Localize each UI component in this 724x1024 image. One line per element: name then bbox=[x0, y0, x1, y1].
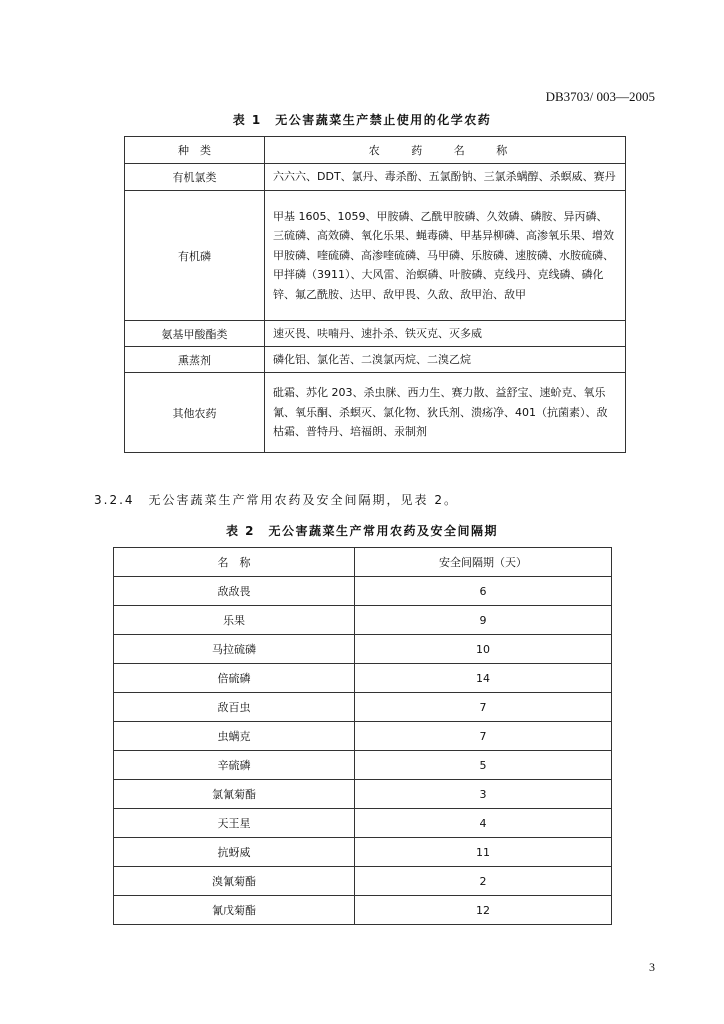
name-cell: 氰戊菊酯 bbox=[114, 896, 355, 925]
name-cell: 倍硫磷 bbox=[114, 664, 355, 693]
name-cell: 敌百虫 bbox=[114, 693, 355, 722]
table-header-row bbox=[125, 137, 626, 164]
category-cell: 有机氯类 bbox=[125, 164, 265, 191]
pesticides-cell: 砒霜、苏化 203、杀虫脒、西力生、赛力散、益舒宝、速蚧克、氧乐氰、氧乐酮、杀螟灭、氯化物、狄氏剂、溃疡净、401（抗菌素）、敌枯霜、普特丹、培福朗、汞制剂 bbox=[265, 373, 626, 453]
name-cell: 溴氰菊酯 bbox=[114, 867, 355, 896]
table-row bbox=[114, 606, 612, 635]
column-header-pesticide-names: 农 药 名 称 bbox=[265, 137, 626, 164]
days-cell: 3 bbox=[355, 780, 612, 809]
safety-interval-table bbox=[113, 547, 612, 925]
pesticides-cell: 磷化铝、氯化苦、二溴氯丙烷、二溴乙烷 bbox=[265, 347, 626, 373]
table-row bbox=[114, 693, 612, 722]
table-row bbox=[114, 751, 612, 780]
table-row bbox=[125, 191, 626, 321]
banned-pesticides-table bbox=[124, 136, 626, 453]
table-row bbox=[114, 722, 612, 751]
name-cell: 乐果 bbox=[114, 606, 355, 635]
column-header-name: 名 称 bbox=[114, 548, 355, 577]
pesticides-cell: 速灭畏、呋喃丹、速扑杀、铁灭克、灭多威 bbox=[265, 321, 626, 347]
table-row bbox=[125, 373, 626, 453]
days-cell: 7 bbox=[355, 722, 612, 751]
category-cell: 有机磷 bbox=[125, 191, 265, 321]
name-cell: 天王星 bbox=[114, 809, 355, 838]
table-row bbox=[125, 164, 626, 191]
column-header-safety-interval: 安全间隔期（天） bbox=[355, 548, 612, 577]
days-cell: 10 bbox=[355, 635, 612, 664]
table-row bbox=[114, 896, 612, 925]
name-cell: 马拉硫磷 bbox=[114, 635, 355, 664]
table-row bbox=[114, 664, 612, 693]
category-cell: 氨基甲酸酯类 bbox=[125, 321, 265, 347]
name-cell: 虫螨克 bbox=[114, 722, 355, 751]
table-row bbox=[114, 867, 612, 896]
column-header-category: 种 类 bbox=[125, 137, 265, 164]
pesticides-cell: 六六六、DDT、氯丹、毒杀酚、五氯酚钠、三氯杀螨醇、杀螟威、赛丹 bbox=[265, 164, 626, 191]
table-row bbox=[114, 809, 612, 838]
category-cell: 熏蒸剂 bbox=[125, 347, 265, 373]
days-cell: 7 bbox=[355, 693, 612, 722]
days-cell: 11 bbox=[355, 838, 612, 867]
days-cell: 4 bbox=[355, 809, 612, 838]
table-row bbox=[114, 635, 612, 664]
category-cell: 其他农药 bbox=[125, 373, 265, 453]
days-cell: 14 bbox=[355, 664, 612, 693]
days-cell: 12 bbox=[355, 896, 612, 925]
page-number: 3 bbox=[649, 960, 655, 974]
table1-caption: 表 1 无公害蔬菜生产禁止使用的化学农药 bbox=[232, 113, 492, 127]
table-row bbox=[125, 321, 626, 347]
days-cell: 5 bbox=[355, 751, 612, 780]
table-row bbox=[114, 780, 612, 809]
name-cell: 抗蚜威 bbox=[114, 838, 355, 867]
document-code: DB3703/ 003—2005 bbox=[545, 89, 655, 104]
table-row bbox=[114, 838, 612, 867]
section-3-2-4: 3.2.4 无公害蔬菜生产常用农药及安全间隔期，见表 2。 bbox=[94, 493, 458, 507]
pesticides-cell: 甲基 1605、1059、甲胺磷、乙酰甲胺磷、久效磷、磷胺、异丙磷、三硫磷、高效磷、氧化乐果、蝇毒磷、甲基异柳磷、高渗氧乐果、增效甲胺磷、喹硫磷、高渗喹硫磷、马甲磷、乐胺磷、速胺磷、水胺硫磷、甲拌磷（3911）、大风雷、治螟磷、叶胺磷、克线丹、克线磷、磷化锌、氟乙酰胺、达甲、敌甲畏、久敌、敌甲治、敌甲 bbox=[265, 191, 626, 321]
days-cell: 2 bbox=[355, 867, 612, 896]
table2-caption: 表 2 无公害蔬菜生产常用农药及安全间隔期 bbox=[225, 524, 499, 538]
name-cell: 氯氰菊酯 bbox=[114, 780, 355, 809]
table-row bbox=[114, 577, 612, 606]
days-cell: 6 bbox=[355, 577, 612, 606]
table-header-row bbox=[114, 548, 612, 577]
name-cell: 辛硫磷 bbox=[114, 751, 355, 780]
days-cell: 9 bbox=[355, 606, 612, 635]
table-row bbox=[125, 347, 626, 373]
name-cell: 敌敌畏 bbox=[114, 577, 355, 606]
